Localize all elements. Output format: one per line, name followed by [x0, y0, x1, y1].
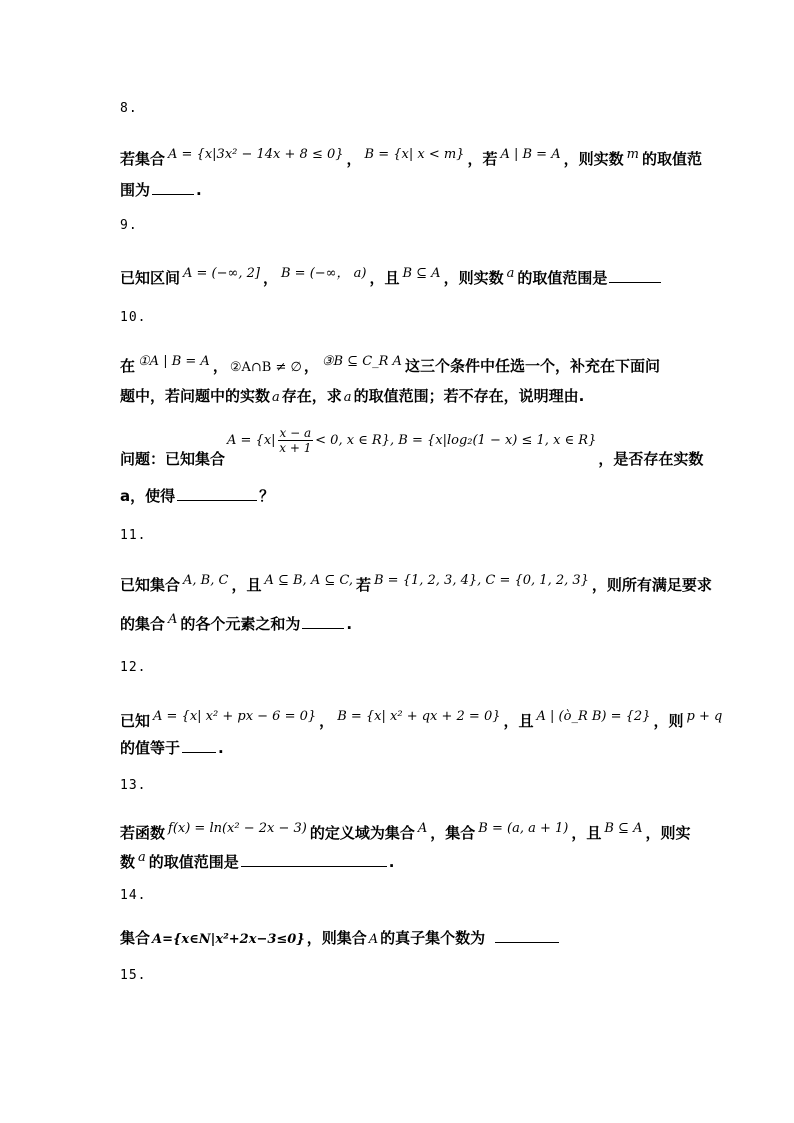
math-variable: a — [343, 390, 352, 405]
condition-1: ①A | B = A — [138, 354, 210, 369]
math-expression: A | B = A — [500, 147, 561, 162]
condition-3: ③B ⊆ C_R A — [321, 354, 402, 369]
math-variable: a — [138, 850, 146, 865]
condition-2: ②A∩B ≠ ∅ — [229, 360, 302, 375]
question-text: 若函数 f(x) = ln(x² − 2x − 3) 的定义域为集合 A ，集合 B = (a, a + 1) ，且 B ⊆ A ，则实 — [120, 821, 691, 842]
question-text: 已知区间 A = (−∞, 2] ， B = (−∞， a) ，且 B ⊆ A ，则实数 a 的取值范围是 — [120, 266, 663, 291]
question-text: 题中，若问题中的实数 a 存在，求 a 的取值范围；若不存在，说明理由. — [120, 387, 585, 405]
question-text: 集合 A={x∈N|x²+2x−3≤0} ，则集合 A 的真子集个数为 — [120, 926, 561, 951]
question-text: 的集合 A 的各个元素之和为 . — [120, 612, 353, 633]
question-text: 已知 A = {x| x² + px − 6 = 0} ， B = {x| x² + qx + 2 = 0} ，且 A | (ò_R B) = {2} ，则 p + q — [120, 709, 723, 730]
answer-blank[interactable] — [182, 736, 216, 753]
question-text: 若集合 A = {x|3x² − 14x + 8 ≤ 0} ， B = {x| x < m} ，若 A | B = A ，则实数 m 的取值范 — [120, 147, 702, 168]
set-a-definition: A = {x| $\frac{x - a}{x + 1}$ < 0, x ∈ R}, B = {x|log₂(1 − x) ≤ 1, x ∈ R} — [227, 426, 597, 455]
question-number: 10. — [120, 310, 147, 325]
answer-blank[interactable] — [609, 266, 661, 283]
math-expression: p + q — [686, 709, 723, 724]
question-number: 15. — [120, 968, 147, 983]
question-number: 14. — [120, 888, 147, 903]
question-text: 数 a 的取值范围是 . — [120, 850, 395, 871]
set-b-definition: , B = {x|log₂(1 − x) ≤ 1, x ∈ R} — [390, 433, 597, 448]
question-text: 问题：已知集合A = {x| $\frac{x - a}{x + 1}$ < 0, x ∈ R}, B = {x|log₂(1 − x) ≤ 1, x ∈ R}，是否存在实数 — [120, 426, 704, 468]
question-number: 12. — [120, 660, 147, 675]
fraction: $\frac{x - a}{x + 1}$ — [279, 426, 312, 455]
math-expression: B ⊆ A — [604, 821, 643, 836]
question-number: 11. — [120, 528, 147, 543]
question-text: 围为 . — [120, 178, 202, 201]
math-variable: A — [368, 932, 379, 947]
math-expression: B = {x| x² + qx + 2 = 0} — [337, 709, 501, 724]
math-expression: A = (−∞, 2] — [183, 266, 260, 281]
math-expression: B = {1, 2, 3, 4}, C = {0, 1, 2, 3} — [374, 573, 589, 588]
math-expression: B = {x| x < m} — [364, 147, 465, 162]
answer-blank[interactable] — [177, 484, 257, 501]
math-expression: A={x∈N|x²+2x−3≤0} — [152, 932, 305, 947]
math-variable: A — [168, 612, 178, 627]
math-expression: B = (−∞， a) — [280, 266, 367, 281]
question-number: 8. — [120, 101, 138, 116]
answer-blank[interactable] — [241, 850, 387, 867]
question-text: a，使得 ？ — [120, 484, 274, 507]
answer-blank[interactable] — [495, 926, 559, 943]
math-expression: A = {x| x² + px − 6 = 0} — [153, 709, 317, 724]
math-variable: a — [272, 390, 280, 405]
math-variable: a — [506, 266, 515, 281]
question-number: 13. — [120, 778, 147, 793]
question-text: 在 ①A | B = A ， ②A∩B ≠ ∅ ， ③B ⊆ C_R A 这三个条件中任选一个，补充在下面问 — [120, 354, 660, 375]
answer-blank[interactable] — [152, 178, 194, 195]
question-number: 9. — [120, 218, 138, 233]
math-expression: f(x) = ln(x² − 2x − 3) — [168, 821, 307, 836]
math-expression: A ⊆ B, A ⊆ C, — [264, 573, 353, 588]
question-text: 的值等于 . — [120, 736, 224, 759]
math-variable: m — [626, 147, 639, 162]
math-expression: A | (ò_R B) = {2} — [536, 709, 651, 724]
math-expression: B ⊆ A — [402, 266, 441, 281]
math-variable: A — [417, 821, 428, 836]
answer-blank[interactable] — [302, 612, 344, 629]
question-text: 已知集合 A, B, C ，且 A ⊆ B, A ⊆ C, 若 B = {1, 2, 3, 4}, C = {0, 1, 2, 3} ，则所有满足要求 — [120, 573, 712, 594]
math-expression: B = (a, a + 1) — [478, 821, 569, 836]
math-expression: A = {x|3x² − 14x + 8 ≤ 0} — [168, 147, 344, 162]
math-expression: A, B, C — [183, 573, 229, 588]
